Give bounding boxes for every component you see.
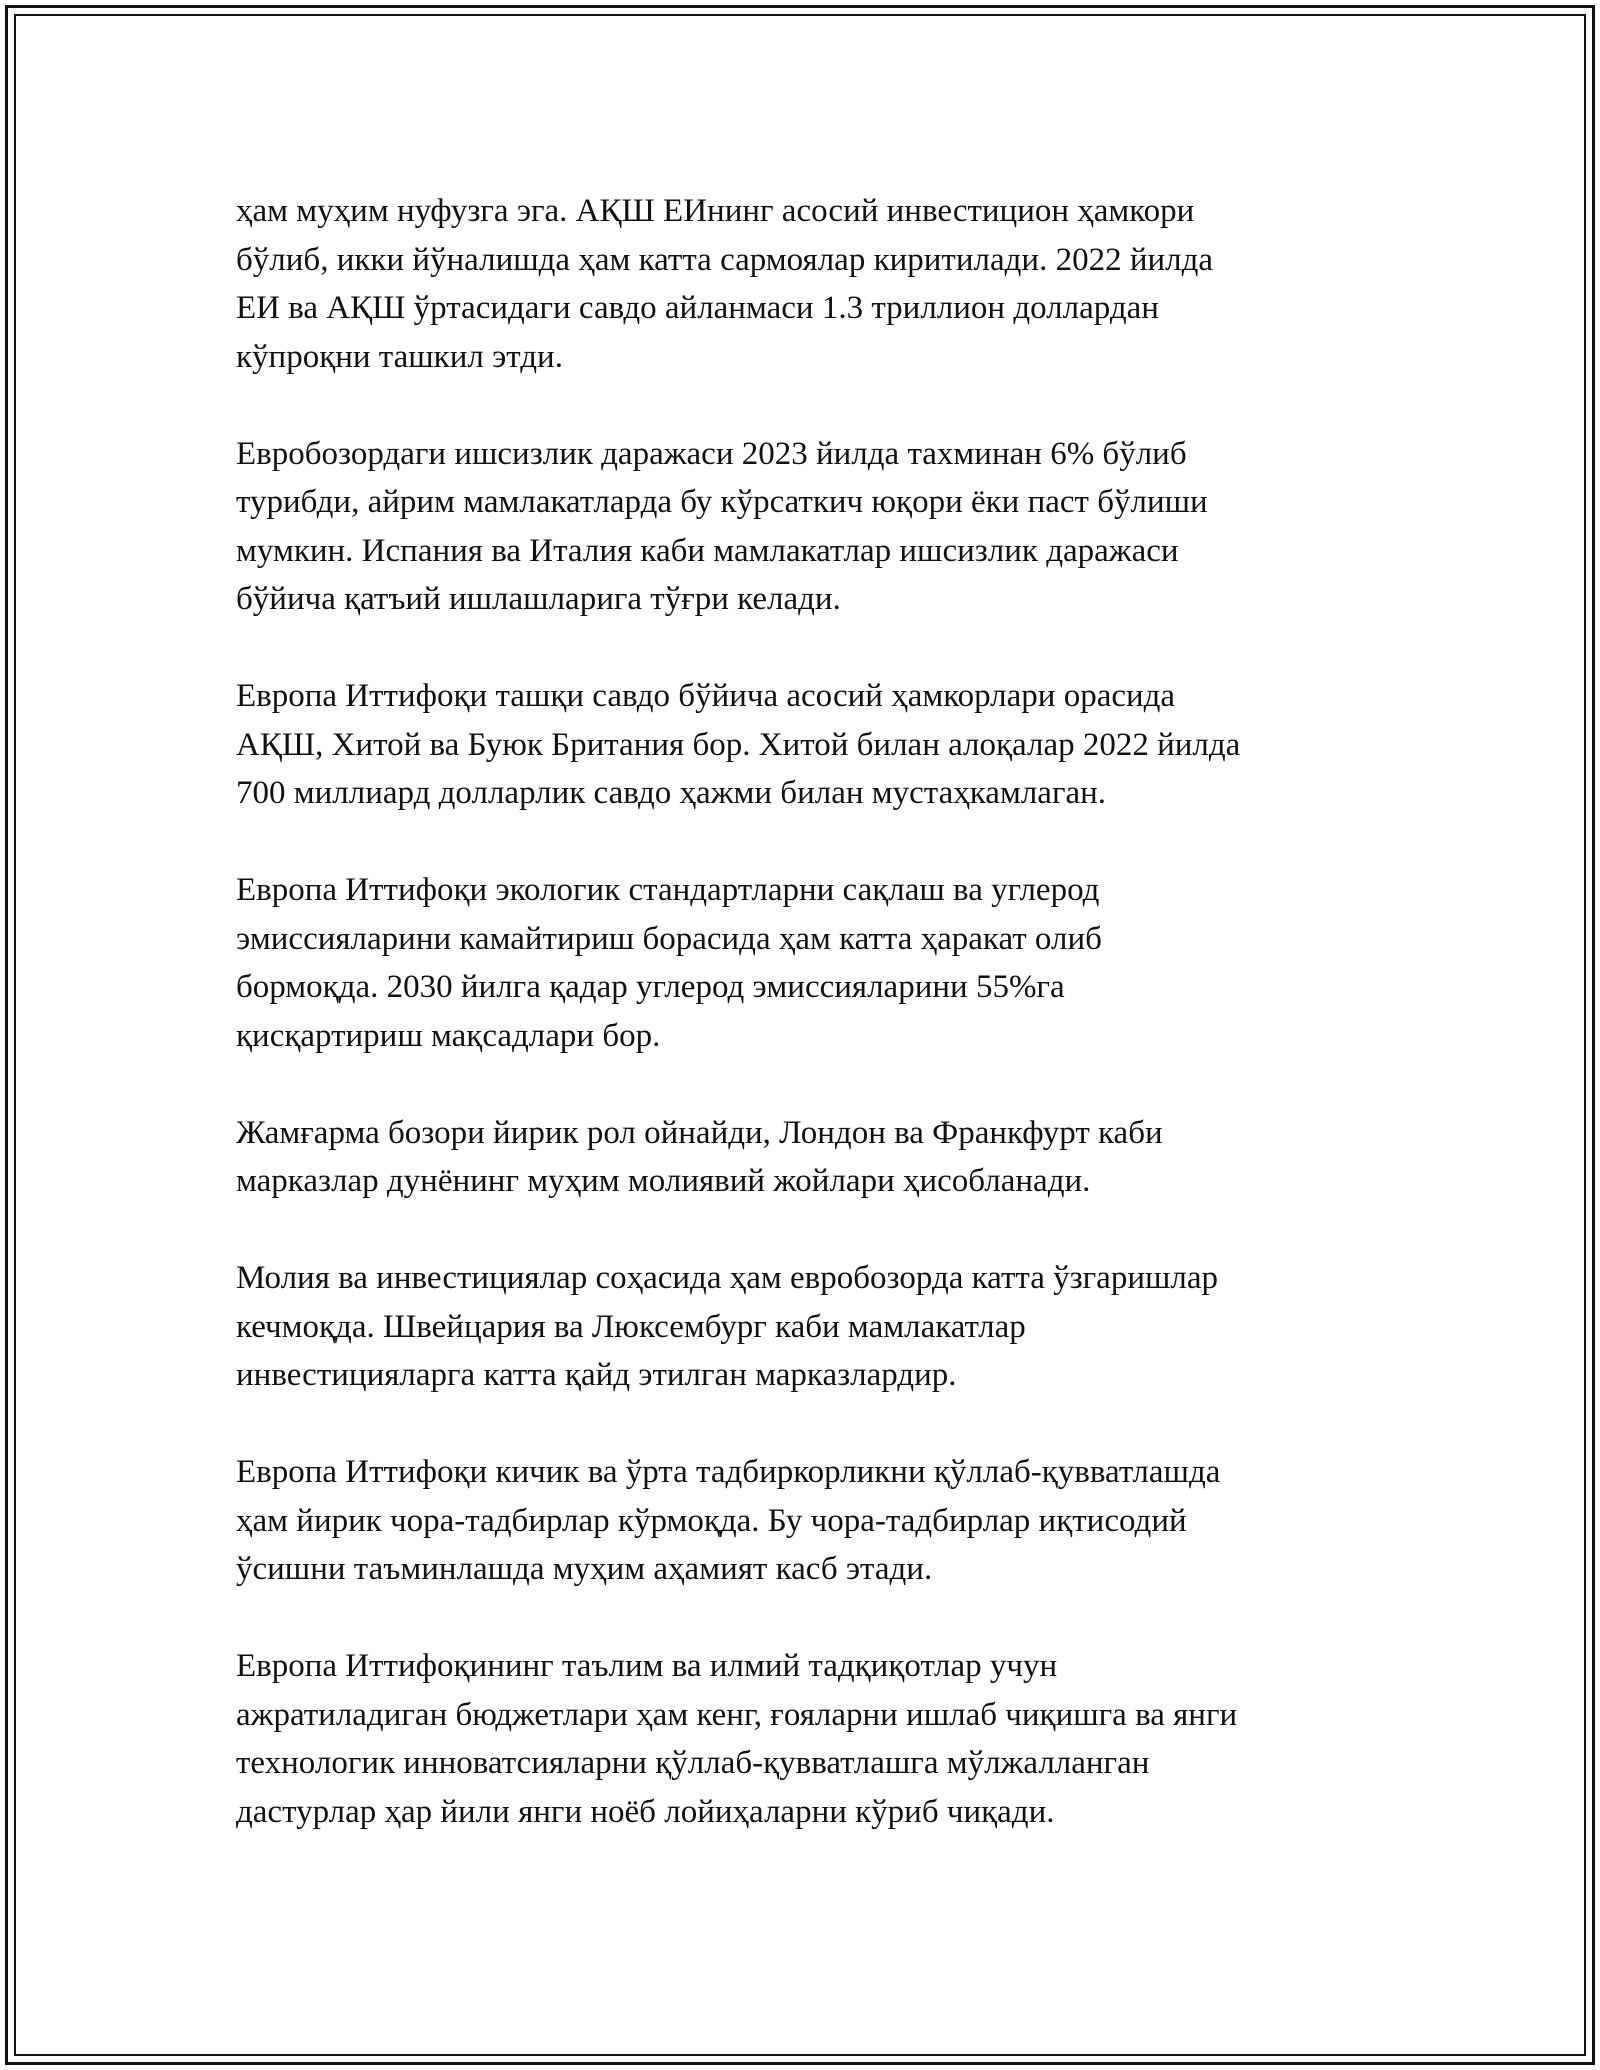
text-line: 700 миллиард долларлик савдо ҳажми билан мустаҳкамлаган. [236,775,1107,811]
paragraph-finance-investment [236,1254,1366,1400]
paragraph-education-research [236,1642,1366,1836]
text-line: ҳам муҳим нуфузга эга. АҚШ ЕИнинг асосий инвестицион ҳамкори [236,193,1195,229]
text-line: бўйича қатъий ишлашларига тўғри келади. [236,581,841,617]
text-line: бўлиб, икки йўналишда ҳам катта сармоялар киритилади. 2022 йилда [236,241,1214,278]
text-line: Жамғарма бозори йирик рол ойнайди, Лондон ва Франкфурт каби [236,1114,1163,1151]
text-line: ЕИ ва АҚШ ўртасидаги савдо айланмаси 1.3 триллион доллардан [236,290,1159,326]
text-line: Европа Иттифоқи кичик ва ўрта тадбиркорликни қўллаб-қувватлашда [236,1454,1221,1490]
text-line: эмиссияларини камайтириш борасида ҳам катта ҳаракат олиб [236,920,1102,957]
text-line: мумкин. Испания ва Италия каби мамлакатлар ишсизлик даражаси [236,532,1179,569]
text-line: АҚШ, Хитой ва Буюк Британия бор. Хитой билан алоқалар 2022 йилда [236,726,1241,763]
text-line: Молия ва инвестициялар соҳасида ҳам евробозорда катта ўзгаришлар [236,1260,1219,1296]
text-line: марказлар дунёнинг муҳим молиявий жойлари ҳисобланади. [236,1163,1091,1199]
text-line: кечмоқда. Швейцария ва Люксембург каби мамлакатлар [236,1308,1026,1345]
text-line: Евробозордаги ишсизлик даражаси 2023 йилда тахминан 6% бўлиб [236,435,1187,472]
text-line: Европа Иттифоқининг таълим ва илмий тадқиқотлар учун [236,1648,1058,1684]
paragraph-stock-market [236,1109,1366,1206]
text-line: дастурлар ҳар йили янги ноёб лойиҳаларни кўриб чиқади. [236,1793,1055,1830]
text-line: ўсишни таъминлашда муҳим аҳамият касб этади. [236,1551,933,1587]
text-line: бормоқда. 2030 йилга қадар углерод эмиссияларини 55%га [236,969,1065,1005]
document-body [236,187,1366,1885]
text-line: ажратиладиган бюджетлари ҳам кенг, ғояларни ишлаб чиқишга ва янги [236,1696,1238,1733]
paragraph-ecology [236,866,1366,1060]
paragraph-small-business [236,1448,1366,1594]
text-line: турибди, айрим мамлакатларда бу кўрсаткич юқори ёки паст бўлиши [236,484,1208,520]
paragraph-us-relations [236,187,1366,381]
paragraph-unemployment [236,430,1366,624]
paragraph-trade-partners [236,672,1366,818]
text-line: кўпроқни ташкил этди. [236,338,563,375]
text-line: қисқартириш мақсадлари бор. [236,1017,661,1054]
text-line: технологик инноватсияларни қўллаб-қувватлашга мўлжалланган [236,1745,1150,1781]
text-line: ҳам йирик чора-тадбирлар кўрмоқда. Бу чора-тадбирлар иқтисодий [236,1502,1187,1539]
text-line: Европа Иттифоқи экологик стандартларни сақлаш ва углерод [236,872,1100,908]
text-line: Европа Иттифоқи ташқи савдо бўйича асосий ҳамкорлари орасида [236,678,1176,714]
text-line: инвестицияларга катта қайд этилган марказлардир. [236,1357,957,1393]
